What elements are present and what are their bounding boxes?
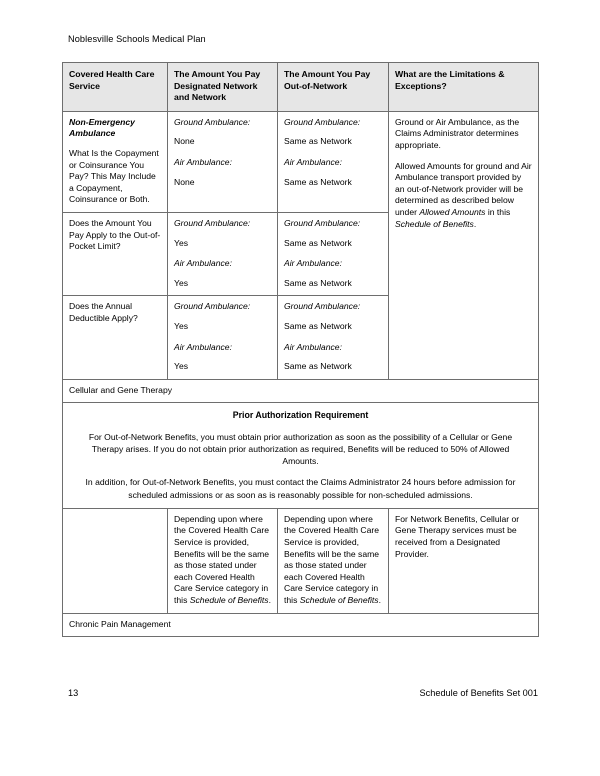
air-ambulance-label: Air Ambulance: (174, 258, 232, 269)
footer-page-number: 13 (68, 688, 79, 698)
limitation-text-b: in this (485, 206, 511, 217)
cell-service-cellular-gene-empty (63, 508, 168, 613)
column-header-limitations: What are the Limitations & Exceptions? (389, 63, 539, 112)
cell-network-cellular-gene (168, 508, 278, 613)
ground-ambulance-label: Ground Ambulance: (174, 116, 251, 127)
cell-out-of-network-cellular-gene (278, 508, 389, 613)
air-ambulance-value: Same as Network (284, 176, 352, 187)
network-benefit-italic-schedule: Schedule of Benefits (189, 595, 269, 606)
air-ambulance-value: Yes (174, 361, 189, 372)
limitation-text-a: Allowed Amounts for ground and Air Ambulance transport provided by an out-of-Network provider will be determined as described below under (395, 160, 532, 217)
prior-authorization-title: Prior Authorization Requirement (232, 410, 369, 421)
column-header-covered-service: Covered Health Care Service (63, 63, 168, 112)
cell-network-amount-row2 (168, 212, 278, 295)
ground-ambulance-value: Yes (174, 237, 189, 248)
table-row (63, 111, 539, 212)
ground-ambulance-value: Yes (174, 320, 189, 331)
cell-out-of-network-amount-row3 (278, 296, 389, 379)
cell-limitations-ambulance (389, 111, 539, 379)
service-title: Non-Emergency Ambulance (69, 116, 135, 139)
column-header-out-of-network-amount: The Amount You Pay Out-of-Network (278, 63, 389, 112)
section-header-cellular-gene-therapy: Cellular and Gene Therapy (63, 379, 539, 403)
table-row (63, 379, 539, 403)
network-benefit-text: Depending upon where the Covered Health Care Service is provided, Benefits will be the same as those stated under each Covered Health Care Service category in this (174, 513, 270, 606)
air-ambulance-value: None (174, 176, 195, 187)
ground-ambulance-value: None (174, 136, 195, 147)
table-row (63, 403, 539, 509)
air-ambulance-label: Air Ambulance: (284, 156, 342, 167)
out-of-network-benefit-text: Depending upon where the Covered Health Care Service is provided, Benefits will be the same as those stated under each Covered Health Care Service category in this (284, 513, 380, 606)
air-ambulance-label: Air Ambulance: (284, 341, 342, 352)
limitation-italic-schedule-of-benefits: Schedule of Benefits (395, 218, 474, 229)
cell-service-annual-deductible-question: Does the Annual Deductible Apply? (63, 296, 168, 379)
cell-service-out-of-pocket-question: Does the Amount You Pay Apply to the Out-of-Pocket Limit? (63, 212, 168, 295)
cell-service-non-emergency-ambulance (63, 111, 168, 212)
air-ambulance-value: Same as Network (284, 277, 352, 288)
cell-prior-authorization-requirement (63, 403, 539, 509)
ground-ambulance-value: Same as Network (284, 237, 352, 248)
air-ambulance-label: Air Ambulance: (174, 156, 232, 167)
limitation-paragraph-2 (395, 161, 532, 231)
air-ambulance-label: Air Ambulance: (284, 258, 342, 269)
table-header-row (63, 63, 539, 112)
ground-ambulance-label: Ground Ambulance: (284, 116, 361, 127)
prior-authorization-paragraph-1: For Out-of-Network Benefits, you must obtain prior authorization as soon as the possibility of a Cellular or Gene Therapy arises. If you do not obtain prior authorization as required, Benefits will be reduced to 50% of Allowed Amounts. (88, 431, 513, 467)
ground-ambulance-label: Ground Ambulance: (284, 217, 361, 228)
column-header-network-amount: The Amount You Pay Designated Network and Network (168, 63, 278, 112)
network-benefit-period: . (268, 595, 271, 606)
ground-ambulance-value: Same as Network (284, 320, 352, 331)
limitation-paragraph-1: Ground or Air Ambulance, as the Claims Administrator determines appropriate. (395, 116, 520, 150)
out-of-network-benefit-period: . (378, 595, 381, 606)
ground-ambulance-label: Ground Ambulance: (174, 217, 251, 228)
schedule-of-benefits-table (62, 62, 539, 637)
cell-network-amount-row1 (168, 111, 278, 212)
cell-network-amount-row3 (168, 296, 278, 379)
ground-ambulance-value: Same as Network (284, 136, 352, 147)
air-ambulance-value: Same as Network (284, 361, 352, 372)
table-row (63, 508, 539, 613)
ground-ambulance-label: Ground Ambulance: (174, 301, 251, 312)
limitation-italic-allowed-amounts: Allowed Amounts (419, 206, 486, 217)
prior-authorization-paragraph-2: In addition, for Out-of-Network Benefits, you must contact the Claims Administrator 24 hours before admission for scheduled admissions or as soon as is reasonably possible for non-scheduled admissions. (85, 477, 516, 500)
air-ambulance-label: Air Ambulance: (174, 341, 232, 352)
cell-out-of-network-amount-row2 (278, 212, 389, 295)
cell-limitations-cellular-gene: For Network Benefits, Cellular or Gene Therapy services must be received from a Designated Provider. (389, 508, 539, 613)
out-of-network-benefit-italic-schedule: Schedule of Benefits (299, 595, 379, 606)
service-question: What Is the Copayment or Coinsurance You Pay? This May Include a Copayment, Coinsurance or Both. (69, 147, 159, 205)
air-ambulance-value: Yes (174, 277, 189, 288)
table-row (63, 613, 539, 637)
section-header-chronic-pain-management: Chronic Pain Management (63, 613, 539, 637)
document-header-title: Noblesville Schools Medical Plan (68, 34, 206, 44)
limitation-text-c: . (473, 218, 477, 229)
cell-out-of-network-amount-row1 (278, 111, 389, 212)
footer-document-label: Schedule of Benefits Set 001 (419, 688, 538, 698)
ground-ambulance-label: Ground Ambulance: (284, 301, 361, 312)
